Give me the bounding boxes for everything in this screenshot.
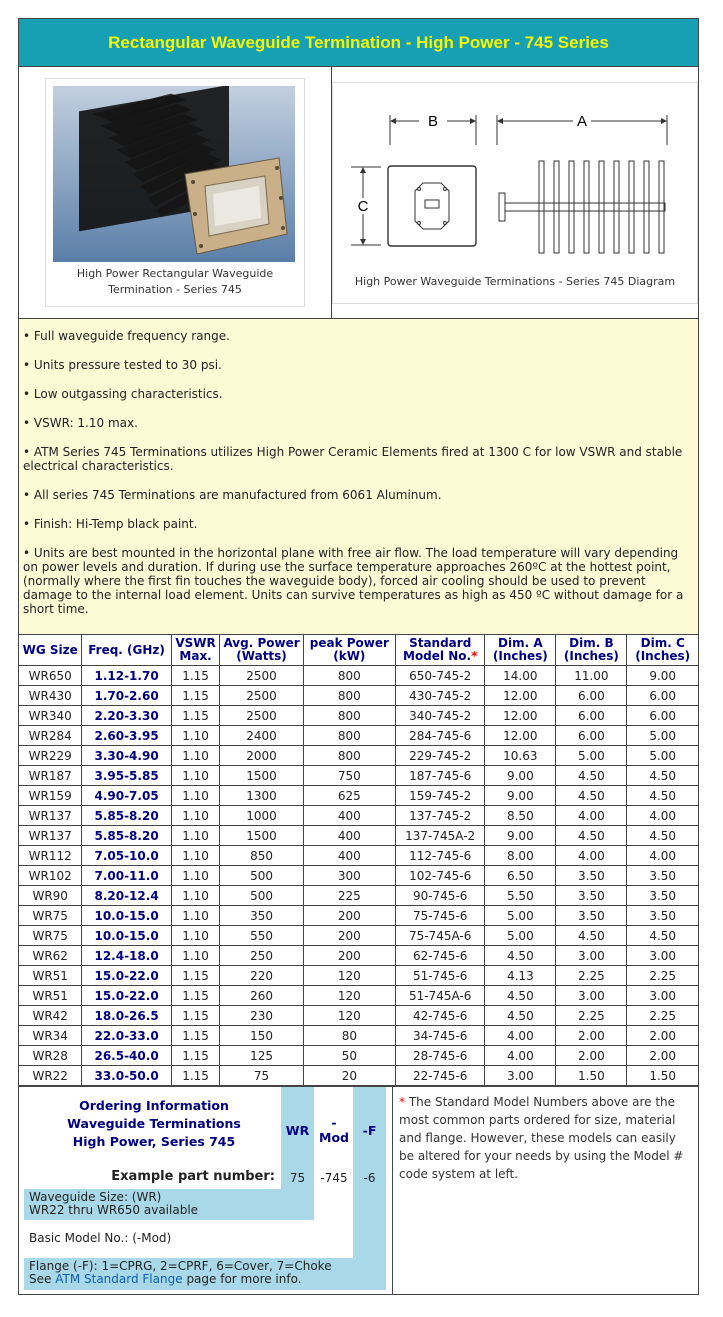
table-cell: WR430	[19, 686, 82, 706]
table-cell: 2.25	[556, 1006, 627, 1026]
table-cell: 1.15	[171, 986, 220, 1006]
table-cell: 137-745-2	[396, 806, 485, 826]
photo-cell	[19, 67, 332, 318]
table-cell: WR34	[19, 1026, 82, 1046]
table-cell: 1.15	[171, 706, 220, 726]
table-cell: WR187	[19, 766, 82, 786]
table-cell: 1.50	[627, 1066, 698, 1086]
table-cell: 2.25	[556, 966, 627, 986]
table-body	[19, 666, 698, 1086]
table-cell: 2400	[220, 726, 303, 746]
diagram-caption: High Power Waveguide Terminations - Series 745 Diagram	[354, 274, 676, 288]
diagram-cell	[332, 67, 698, 318]
table-cell: 550	[220, 926, 303, 946]
page-title: Rectangular Waveguide Termination - High Power - 745 Series	[19, 19, 698, 67]
table-row	[19, 826, 698, 846]
table-cell: 75	[220, 1066, 303, 1086]
table-cell: 2000	[220, 746, 303, 766]
table-cell: 200	[303, 926, 395, 946]
table-cell: 12.00	[485, 726, 556, 746]
table-row	[19, 926, 698, 946]
table-cell: 2500	[220, 706, 303, 726]
label-c: C	[357, 197, 369, 215]
feature-item: • VSWR: 1.10 max.	[23, 416, 688, 430]
table-cell: 5.00	[627, 746, 698, 766]
table-cell: 4.90-7.05	[82, 786, 171, 806]
col-header: Dim. B (Inches)	[556, 635, 627, 666]
table-cell: WR51	[19, 966, 82, 986]
ordering-section	[19, 1086, 698, 1294]
table-row	[19, 766, 698, 786]
table-cell: 2.25	[627, 966, 698, 986]
table-cell: 5.00	[556, 746, 627, 766]
table-cell: 800	[303, 746, 395, 766]
table-cell: 2.25	[627, 1006, 698, 1026]
table-cell: 1.10	[171, 726, 220, 746]
table-cell: 6.50	[485, 866, 556, 886]
table-cell: 2.20-3.30	[82, 706, 171, 726]
table-cell: 1500	[220, 766, 303, 786]
mod-column-header: - Mod	[319, 1115, 349, 1145]
ordering-heading: Ordering Information Waveguide Terminations High Power, Series 745	[67, 1098, 241, 1149]
table-cell: 22.0-33.0	[82, 1026, 171, 1046]
table-cell: 3.00	[627, 986, 698, 1006]
table-cell: 1.10	[171, 886, 220, 906]
table-row	[19, 746, 698, 766]
table-cell: 220	[220, 966, 303, 986]
table-row	[19, 786, 698, 806]
model-number-note	[393, 1087, 698, 1294]
table-cell: 4.50	[556, 826, 627, 846]
label-b: B	[427, 112, 439, 130]
example-mod: -745	[320, 1171, 348, 1185]
table-row	[19, 886, 698, 906]
table-cell: 3.95-5.85	[82, 766, 171, 786]
col-header: WG Size	[19, 635, 82, 666]
table-cell: WR112	[19, 846, 82, 866]
feature-item: • Finish: Hi-Temp black paint.	[23, 517, 688, 531]
table-cell: 400	[303, 846, 395, 866]
table-cell: 1.15	[171, 666, 220, 686]
f-column-header: -F	[362, 1123, 377, 1138]
table-cell: 225	[303, 886, 395, 906]
image-section	[19, 67, 698, 319]
table-cell: WR159	[19, 786, 82, 806]
table-row	[19, 666, 698, 686]
table-cell: 1.10	[171, 786, 220, 806]
table-cell: 33.0-50.0	[82, 1066, 171, 1086]
table-cell: 350	[220, 906, 303, 926]
table-cell: 4.00	[556, 806, 627, 826]
specifications-table	[19, 635, 698, 1086]
table-cell: 800	[303, 686, 395, 706]
table-cell: 800	[303, 666, 395, 686]
col-header: Dim. A (Inches)	[485, 635, 556, 666]
table-cell: 5.85-8.20	[82, 806, 171, 826]
table-cell: 11.00	[556, 666, 627, 686]
table-row	[19, 1066, 698, 1086]
table-row	[19, 1046, 698, 1066]
table-cell: 3.50	[627, 886, 698, 906]
table-cell: 26.5-40.0	[82, 1046, 171, 1066]
table-cell: 18.0-26.5	[82, 1006, 171, 1026]
table-cell: 9.00	[627, 666, 698, 686]
table-row	[19, 686, 698, 706]
table-cell: 3.00	[485, 1066, 556, 1086]
table-cell: 1.15	[171, 966, 220, 986]
table-cell: 4.50	[627, 826, 698, 846]
table-cell: 102-745-6	[396, 866, 485, 886]
table-cell: 230	[220, 1006, 303, 1026]
photo-frame	[45, 78, 305, 307]
table-row	[19, 906, 698, 926]
diagram-frame	[332, 82, 698, 304]
table-cell: 4.00	[485, 1046, 556, 1066]
table-cell: WR90	[19, 886, 82, 906]
table-row	[19, 866, 698, 886]
table-cell: WR42	[19, 1006, 82, 1026]
table-cell: 90-745-6	[396, 886, 485, 906]
basic-model-info: Basic Model No.: (-Mod)	[29, 1231, 172, 1245]
col-header: Avg. Power (Watts)	[220, 635, 303, 666]
table-cell: 1.10	[171, 846, 220, 866]
table-cell: 3.30-4.90	[82, 746, 171, 766]
table-cell: 9.00	[485, 766, 556, 786]
photo-caption: High Power Rectangular Waveguide Termination - Series 745	[76, 267, 274, 296]
table-cell: 150	[220, 1026, 303, 1046]
feature-item: • Full waveguide frequency range.	[23, 329, 688, 343]
table-cell: 12.00	[485, 706, 556, 726]
table-cell: 300	[303, 866, 395, 886]
table-cell: 400	[303, 806, 395, 826]
table-cell: 4.00	[627, 806, 698, 826]
table-row	[19, 1006, 698, 1026]
table-cell: 4.50	[485, 986, 556, 1006]
table-cell: 850	[220, 846, 303, 866]
table-cell: 75-745-6	[396, 906, 485, 926]
table-cell: 12.00	[485, 686, 556, 706]
table-cell: WR102	[19, 866, 82, 886]
table-cell: 4.50	[556, 786, 627, 806]
table-cell: 3.00	[556, 986, 627, 1006]
table-cell: 42-745-6	[396, 1006, 485, 1026]
feature-item: • Units are best mounted in the horizontal plane with free air flow. The load temperature will vary depending on power levels and duration. If during use the surface temperature approaches 260ºC at the hottest point, (normally where the first fin touches the waveguide body), forced air cooling should be used to prevent damage to the internal load element. Units can survive temperatures as high as 450 ºC without damage for a short time.	[23, 546, 688, 616]
ordering-info	[19, 1087, 393, 1294]
table-cell: 3.50	[556, 886, 627, 906]
table-cell: WR22	[19, 1066, 82, 1086]
table-cell: 12.4-18.0	[82, 946, 171, 966]
feature-item: • ATM Series 745 Terminations utilizes High Power Ceramic Elements fired at 1300 C for low VSWR and stable electrical characteristics.	[23, 445, 688, 473]
table-cell: 8.20-12.4	[82, 886, 171, 906]
dimension-diagram	[333, 83, 697, 269]
page-container	[18, 18, 699, 1295]
table-cell: 400	[303, 826, 395, 846]
label-a: A	[576, 112, 588, 130]
table-cell: 2500	[220, 686, 303, 706]
table-cell: WR28	[19, 1046, 82, 1066]
table-cell: 250	[220, 946, 303, 966]
table-cell: WR284	[19, 726, 82, 746]
table-row	[19, 846, 698, 866]
table-cell: 4.50	[485, 946, 556, 966]
table-cell: 500	[220, 866, 303, 886]
table-cell: 120	[303, 986, 395, 1006]
table-cell: 3.50	[556, 866, 627, 886]
table-row	[19, 946, 698, 966]
table-cell: 4.00	[627, 846, 698, 866]
table-cell: 1.10	[171, 906, 220, 926]
table-cell: 1.15	[171, 1006, 220, 1026]
table-cell: 5.85-8.20	[82, 826, 171, 846]
waveguide-size-info: Waveguide Size: (WR) WR22 thru WR650 available	[24, 1189, 314, 1220]
feature-item: • All series 745 Terminations are manufactured from 6061 Aluminum.	[23, 488, 688, 502]
table-cell: 1000	[220, 806, 303, 826]
table-cell: 1.15	[171, 1046, 220, 1066]
table-row	[19, 1026, 698, 1046]
table-cell: 340-745-2	[396, 706, 485, 726]
features-section	[19, 319, 698, 635]
table-cell: WR340	[19, 706, 82, 726]
table-cell: 4.50	[556, 926, 627, 946]
table-cell: 5.00	[485, 906, 556, 926]
table-cell: 4.50	[485, 1006, 556, 1026]
table-cell: 3.50	[627, 866, 698, 886]
table-cell: 6.00	[627, 706, 698, 726]
col-header: VSWR Max.	[171, 635, 220, 666]
table-cell: 4.00	[485, 1026, 556, 1046]
table-cell: 1.10	[171, 766, 220, 786]
standard-flange-link[interactable]: ATM Standard Flange	[55, 1272, 183, 1286]
table-cell: 4.50	[556, 766, 627, 786]
table-cell: 4.50	[627, 786, 698, 806]
col-header: Standard Model No.*	[396, 635, 485, 666]
table-cell: 1.10	[171, 946, 220, 966]
table-cell: 51-745A-6	[396, 986, 485, 1006]
table-cell: 625	[303, 786, 395, 806]
table-cell: 4.00	[556, 846, 627, 866]
table-cell: 75-745A-6	[396, 926, 485, 946]
table-cell: 260	[220, 986, 303, 1006]
table-cell: 112-745-6	[396, 846, 485, 866]
table-cell: 10.63	[485, 746, 556, 766]
table-row	[19, 706, 698, 726]
table-cell: 15.0-22.0	[82, 986, 171, 1006]
table-cell: 500	[220, 886, 303, 906]
table-cell: 284-745-6	[396, 726, 485, 746]
table-cell: 2.00	[556, 1026, 627, 1046]
table-cell: 1.10	[171, 746, 220, 766]
example-f: -6	[363, 1171, 376, 1185]
table-cell: 50	[303, 1046, 395, 1066]
table-cell: 2.00	[627, 1046, 698, 1066]
table-cell: 8.00	[485, 846, 556, 866]
table-cell: 137-745A-2	[396, 826, 485, 846]
table-cell: 80	[303, 1026, 395, 1046]
table-cell: 159-745-2	[396, 786, 485, 806]
table-cell: 10.0-15.0	[82, 926, 171, 946]
table-cell: 1.15	[171, 1066, 220, 1086]
table-cell: 187-745-6	[396, 766, 485, 786]
table-cell: 62-745-6	[396, 946, 485, 966]
table-cell: 4.50	[627, 926, 698, 946]
table-cell: 9.00	[485, 786, 556, 806]
table-row	[19, 726, 698, 746]
table-row	[19, 986, 698, 1006]
example-label: Example part number:	[111, 1169, 275, 1184]
table-cell: 650-745-2	[396, 666, 485, 686]
col-header: Dim. C (Inches)	[627, 635, 698, 666]
table-cell: 2.00	[556, 1046, 627, 1066]
table-cell: 3.50	[627, 906, 698, 926]
table-cell: 200	[303, 946, 395, 966]
table-cell: 15.0-22.0	[82, 966, 171, 986]
table-row	[19, 806, 698, 826]
table-cell: 120	[303, 1006, 395, 1026]
table-cell: 34-745-6	[396, 1026, 485, 1046]
table-cell: 5.00	[627, 726, 698, 746]
table-cell: 14.00	[485, 666, 556, 686]
table-cell: 1.10	[171, 806, 220, 826]
example-wr: 75	[289, 1171, 306, 1185]
table-cell: 2.00	[627, 1026, 698, 1046]
table-cell: 3.50	[556, 906, 627, 926]
table-cell: 51-745-6	[396, 966, 485, 986]
table-cell: WR75	[19, 926, 82, 946]
table-cell: 800	[303, 706, 395, 726]
table-cell: 430-745-2	[396, 686, 485, 706]
table-cell: 6.00	[627, 686, 698, 706]
table-cell: 1500	[220, 826, 303, 846]
table-cell: 750	[303, 766, 395, 786]
table-cell: 7.05-10.0	[82, 846, 171, 866]
table-row	[19, 966, 698, 986]
table-cell: 1.10	[171, 926, 220, 946]
table-cell: 6.00	[556, 686, 627, 706]
feature-item: • Low outgassing characteristics.	[23, 387, 688, 401]
table-cell: 10.0-15.0	[82, 906, 171, 926]
termination-photo	[53, 86, 295, 262]
table-cell: WR62	[19, 946, 82, 966]
table-cell: 3.00	[627, 946, 698, 966]
table-cell: 20	[303, 1066, 395, 1086]
table-header-row	[19, 635, 698, 666]
table-cell: 3.00	[556, 946, 627, 966]
note-text: The Standard Model Numbers above are the most common parts ordered for size, material and flange. However, these models can easily be altered for your needs by using the Model # code system at left.	[399, 1095, 684, 1181]
wr-column-header: WR	[285, 1123, 310, 1138]
table-cell: 5.50	[485, 886, 556, 906]
table-cell: WR137	[19, 826, 82, 846]
table-cell: WR229	[19, 746, 82, 766]
table-cell: 800	[303, 726, 395, 746]
table-cell: 4.50	[627, 766, 698, 786]
table-cell: 1.50	[556, 1066, 627, 1086]
col-header: peak Power (kW)	[303, 635, 395, 666]
features-list	[23, 329, 688, 616]
table-cell: WR51	[19, 986, 82, 1006]
table-cell: 1.10	[171, 826, 220, 846]
table-cell: 5.00	[485, 926, 556, 946]
table-cell: 1300	[220, 786, 303, 806]
table-cell: 4.13	[485, 966, 556, 986]
table-cell: 120	[303, 966, 395, 986]
table-cell: 1.12-1.70	[82, 666, 171, 686]
table-cell: 229-745-2	[396, 746, 485, 766]
table-cell: 1.10	[171, 866, 220, 886]
table-cell: 9.00	[485, 826, 556, 846]
table-cell: 6.00	[556, 726, 627, 746]
table-cell: 1.15	[171, 686, 220, 706]
table-cell: 7.00-11.0	[82, 866, 171, 886]
feature-item: • Units pressure tested to 30 psi.	[23, 358, 688, 372]
note-star: *	[399, 1095, 405, 1109]
table-cell: 2.60-3.95	[82, 726, 171, 746]
table-cell: 200	[303, 906, 395, 926]
table-cell: WR75	[19, 906, 82, 926]
table-cell: 125	[220, 1046, 303, 1066]
table-cell: 8.50	[485, 806, 556, 826]
table-cell: WR650	[19, 666, 82, 686]
flange-info: Flange (-F): 1=CPRG, 2=CPRF, 6=Cover, 7=Choke See ATM Standard Flange page for more info.	[24, 1258, 386, 1290]
table-cell: 2500	[220, 666, 303, 686]
col-header: Freq. (GHz)	[82, 635, 171, 666]
table-cell: 1.15	[171, 1026, 220, 1046]
table-cell: 22-745-6	[396, 1066, 485, 1086]
table-cell: 1.70-2.60	[82, 686, 171, 706]
table-cell: 28-745-6	[396, 1046, 485, 1066]
table-cell: WR137	[19, 806, 82, 826]
table-cell: 6.00	[556, 706, 627, 726]
